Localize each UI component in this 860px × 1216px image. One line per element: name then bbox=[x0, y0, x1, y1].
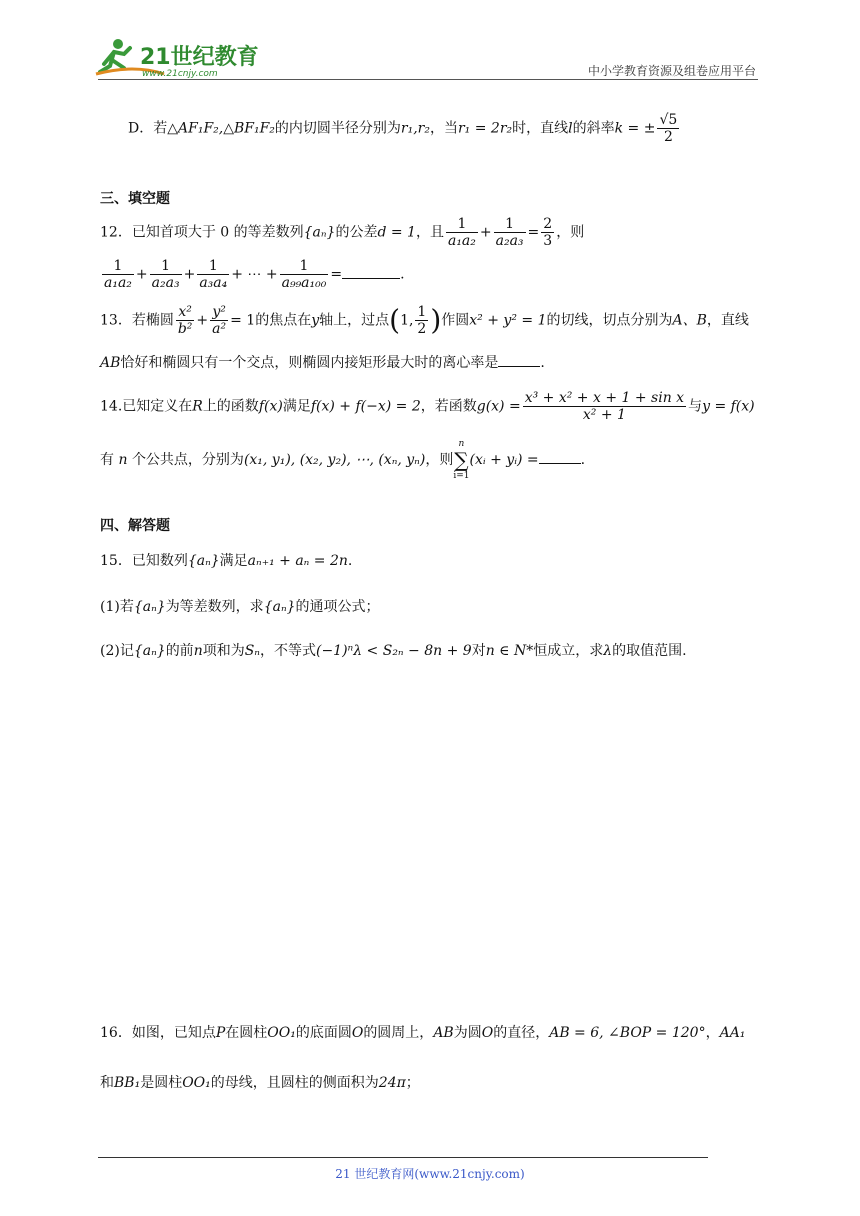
q15-text: 恒成立，求 bbox=[533, 643, 604, 659]
q15-relation: aₙ₊₁ + aₙ = 2n bbox=[247, 553, 348, 569]
option-d-line-var: l bbox=[568, 120, 573, 137]
q12-text: ，则 bbox=[556, 224, 585, 241]
frac-den: a² bbox=[212, 321, 227, 337]
q16-text: 的直径， bbox=[493, 1025, 550, 1041]
q14-text: 上的函数 bbox=[202, 398, 259, 415]
q12-plus: + bbox=[183, 266, 196, 283]
q16-text: 在圆柱 bbox=[225, 1025, 268, 1041]
q16-text: 为圆 bbox=[453, 1025, 482, 1041]
question-15-part2 bbox=[100, 640, 687, 662]
option-d-condition: r₁ = 2r₂ bbox=[457, 120, 513, 137]
q12-condition: d = 1 bbox=[377, 224, 416, 241]
frac-den: a₁a₂ bbox=[104, 275, 132, 291]
frac-num: x³ + x² + x + 1 + sin x bbox=[524, 390, 685, 406]
option-d-radii: r₁,r₂ bbox=[400, 120, 430, 137]
question-12-line1 bbox=[100, 216, 584, 249]
site-logo bbox=[94, 34, 264, 80]
q14-answer-blank[interactable] bbox=[539, 451, 581, 464]
frac-den: a₁a₂ bbox=[447, 233, 476, 249]
q15-text: ，不等式 bbox=[259, 643, 316, 659]
q12-equals: = bbox=[330, 266, 343, 283]
q16-ab: AB bbox=[433, 1025, 454, 1041]
q13-ellipse-frac-1 bbox=[176, 304, 195, 337]
q15-text: 满足 bbox=[219, 553, 248, 569]
q13-text: 恰好和椭圆只有一个交点，则椭圆内接矩形最大时的离心率是 bbox=[120, 355, 499, 371]
slope-denominator: 2 bbox=[663, 129, 673, 145]
q13-text: ，直线 bbox=[706, 312, 749, 329]
q15-text: 对 bbox=[471, 643, 486, 659]
q12-sequence: {aₙ} bbox=[303, 224, 336, 241]
q14-text: 有 bbox=[100, 452, 114, 468]
question-13-line1: 13．若椭圆 $\frac{\text{x²}}{\text{b²}}$ + $\frac{\text{y²}}{\text{a²}}$ = 1的焦点在y轴上，过点(1, $\frac{1}{2}$ )作圆x² + y² = 1的切线，切点分别为A、B，直线 bbox=[100, 303, 749, 337]
q14-sum-body: (xᵢ + yᵢ) = bbox=[469, 452, 539, 468]
option-d-text: ，当 bbox=[429, 120, 458, 137]
paren-close: ) bbox=[430, 303, 442, 337]
frac-den: x² + 1 bbox=[582, 407, 626, 423]
q15-seq: {aₙ} bbox=[263, 599, 296, 615]
frac-num: 2 bbox=[543, 216, 553, 232]
frac-den: a₉₉a₁₀₀ bbox=[281, 275, 327, 291]
option-d-label: D．若 bbox=[128, 120, 168, 137]
q15-lambda: λ bbox=[603, 643, 613, 659]
q12-text: ，且 bbox=[415, 224, 444, 241]
q13-text: 13．若椭圆 bbox=[100, 312, 174, 329]
q14-points: (x₁, y₁), (x₂, y₂), ⋯, (xₙ, yₙ) bbox=[243, 452, 426, 468]
option-d-text: 的斜率 bbox=[572, 120, 615, 137]
question-16-line2 bbox=[100, 1072, 420, 1094]
q15-text: (1)若 bbox=[100, 599, 134, 615]
q14-period: . bbox=[580, 452, 586, 468]
q16-text: ， bbox=[705, 1025, 720, 1041]
q13-eq: = 1 bbox=[230, 312, 256, 329]
q15-text: . bbox=[347, 553, 353, 569]
q15-text: 的取值范围. bbox=[612, 643, 687, 659]
q15-domain: n ∈ N* bbox=[485, 643, 534, 659]
q13-point-x: 1, bbox=[400, 312, 414, 329]
q14-fx: f(x) bbox=[258, 398, 283, 415]
q15-n: n bbox=[193, 643, 203, 659]
section-title-answers: 四、解答题 bbox=[100, 518, 170, 534]
q16-condition: AB = 6, ∠BOP = 120° bbox=[549, 1025, 706, 1041]
q16-text: 的母线，且圆柱的侧面积为 bbox=[210, 1075, 379, 1091]
q12-result bbox=[541, 216, 554, 249]
q14-text: 个公共点，分别为 bbox=[131, 452, 244, 468]
q16-text: 和 bbox=[100, 1075, 114, 1091]
q15-sn: Sₙ bbox=[244, 643, 260, 659]
q16-aa1: AA₁ bbox=[719, 1025, 746, 1041]
q16-oo1: OO₁ bbox=[182, 1075, 211, 1091]
question-15-part1 bbox=[100, 596, 380, 618]
q12-sum-frac-2 bbox=[150, 258, 182, 291]
q15-seq: {aₙ} bbox=[133, 599, 166, 615]
logo-text: 21世纪教育 bbox=[140, 45, 259, 70]
q13-text: 的焦点在 bbox=[255, 312, 312, 329]
q14-condition: f(x) + f(−x) = 2 bbox=[310, 398, 421, 415]
logo-url: www.21cnjy.com bbox=[142, 69, 218, 79]
question-14-line2 bbox=[100, 438, 585, 482]
q16-text: 16．如图，已知点 bbox=[100, 1025, 216, 1041]
q15-seq: {aₙ} bbox=[187, 553, 220, 569]
question-16-line1 bbox=[100, 1022, 745, 1044]
q16-p: P bbox=[215, 1025, 226, 1041]
q15-seq: {aₙ} bbox=[133, 643, 166, 659]
header-tagline: 中小学教育资源及组卷应用平台 bbox=[587, 64, 756, 78]
q16-text: 是圆柱 bbox=[140, 1075, 183, 1091]
q16-bb1: BB₁ bbox=[114, 1075, 141, 1091]
q13-ab: AB bbox=[100, 355, 121, 371]
frac-num: 1 bbox=[417, 304, 427, 320]
q13-answer-blank[interactable] bbox=[498, 354, 540, 367]
option-d-slope: k = ± bbox=[614, 120, 656, 137]
frac-num: y² bbox=[210, 304, 228, 321]
frac-num: 1 bbox=[150, 258, 182, 275]
q12-frac-2 bbox=[494, 216, 526, 249]
frac-den: a₃a₄ bbox=[199, 275, 228, 291]
q14-r: R bbox=[192, 398, 203, 415]
summation-symbol: n ∑ i=1 bbox=[453, 439, 470, 481]
q13-points: A、B bbox=[672, 312, 707, 329]
q16-text: 的圆周上， bbox=[363, 1025, 434, 1041]
q13-text: 轴上，过点 bbox=[319, 312, 390, 329]
q12-sum-frac-4 bbox=[280, 258, 329, 291]
frac-den: b² bbox=[177, 321, 193, 337]
frac-num: 1 bbox=[494, 216, 526, 233]
q12-ellipsis: + ⋯ + bbox=[231, 266, 278, 283]
q14-n: n bbox=[118, 452, 128, 468]
q12-sum-frac-3 bbox=[197, 258, 229, 291]
q12-text: 12．已知首项大于 0 的等差数列 bbox=[100, 224, 304, 241]
sum-upper: n bbox=[458, 439, 465, 449]
option-d-triangles: △AF₁F₂,△BF₁F₂ bbox=[167, 120, 275, 137]
q12-sum-frac-1 bbox=[102, 258, 134, 291]
slope-numerator: √5 bbox=[659, 112, 678, 128]
q15-text: 的前 bbox=[165, 643, 194, 659]
q12-plus: + bbox=[135, 266, 148, 283]
question-15-line1 bbox=[100, 550, 352, 572]
q16-text: 的底面圆 bbox=[295, 1025, 352, 1041]
q12-answer-blank[interactable] bbox=[342, 266, 400, 279]
q13-point-frac bbox=[415, 304, 428, 337]
question-14-line1 bbox=[100, 390, 755, 423]
header-divider bbox=[98, 79, 758, 80]
q12-frac-1 bbox=[446, 216, 478, 249]
option-d-text: 的内切圆半径分别为 bbox=[274, 120, 401, 137]
q12-equals: = bbox=[527, 224, 540, 241]
q14-text: 与 bbox=[688, 398, 703, 415]
q15-text: 15．已知数列 bbox=[100, 553, 188, 569]
paren-open: ( bbox=[389, 303, 401, 337]
frac-den: 2 bbox=[417, 321, 427, 337]
q14-text: 14.已知定义在 bbox=[100, 398, 193, 415]
section-title-fill-in: 三、填空题 bbox=[100, 191, 170, 207]
q14-gx: g(x) = bbox=[476, 398, 521, 415]
q15-text: 项和为 bbox=[202, 643, 245, 659]
slope-fraction bbox=[657, 112, 679, 145]
q14-text: ，若函数 bbox=[420, 398, 477, 415]
q16-oo1: OO₁ bbox=[267, 1025, 296, 1041]
sum-lower: i=1 bbox=[453, 471, 470, 481]
q13-y: y bbox=[311, 312, 320, 329]
frac-num: 1 bbox=[102, 258, 134, 275]
q15-text: (2)记 bbox=[100, 643, 134, 659]
frac-den: 3 bbox=[543, 233, 553, 249]
frac-den: a₂a₃ bbox=[151, 275, 180, 291]
footer-link[interactable]: 21 世纪教育网(www.21cnjy.com) bbox=[335, 1167, 525, 1181]
q14-g-fraction bbox=[523, 390, 686, 423]
frac-num: 1 bbox=[280, 258, 329, 275]
runner-logo-icon bbox=[94, 34, 264, 80]
q16-area: 24π bbox=[378, 1075, 406, 1091]
q14-yfx: y = f(x) bbox=[702, 398, 755, 415]
q15-inequality: (−1)ⁿλ < S₂ₙ − 8n + 9 bbox=[315, 643, 472, 659]
q16-text: ； bbox=[405, 1075, 420, 1091]
q12-period: . bbox=[400, 266, 405, 283]
question-12-line2 bbox=[100, 258, 405, 291]
q12-plus: + bbox=[479, 224, 492, 241]
q13-period: . bbox=[540, 355, 545, 371]
q15-text: 为等差数列，求 bbox=[165, 599, 264, 615]
q14-text: ，则 bbox=[425, 452, 454, 468]
option-d bbox=[128, 112, 681, 145]
q15-text: 的通项公式； bbox=[295, 599, 380, 615]
frac-num: 1 bbox=[197, 258, 229, 275]
footer-divider bbox=[98, 1157, 708, 1158]
q13-text: 作圆 bbox=[441, 312, 470, 329]
q16-o: O bbox=[351, 1025, 364, 1041]
question-13-line2 bbox=[100, 352, 545, 374]
q13-circle: x² + y² = 1 bbox=[469, 312, 547, 329]
q16-o: O bbox=[481, 1025, 494, 1041]
q13-ellipse-frac-2 bbox=[210, 304, 228, 337]
option-d-text: 时，直线 bbox=[512, 120, 569, 137]
q13-text: 的切线，切点分别为 bbox=[546, 312, 673, 329]
q14-text: 满足 bbox=[282, 398, 311, 415]
frac-den: a₂a₃ bbox=[495, 233, 524, 249]
q12-text: 的公差 bbox=[335, 224, 378, 241]
frac-num: 1 bbox=[446, 216, 478, 233]
frac-num: x² bbox=[176, 304, 195, 321]
